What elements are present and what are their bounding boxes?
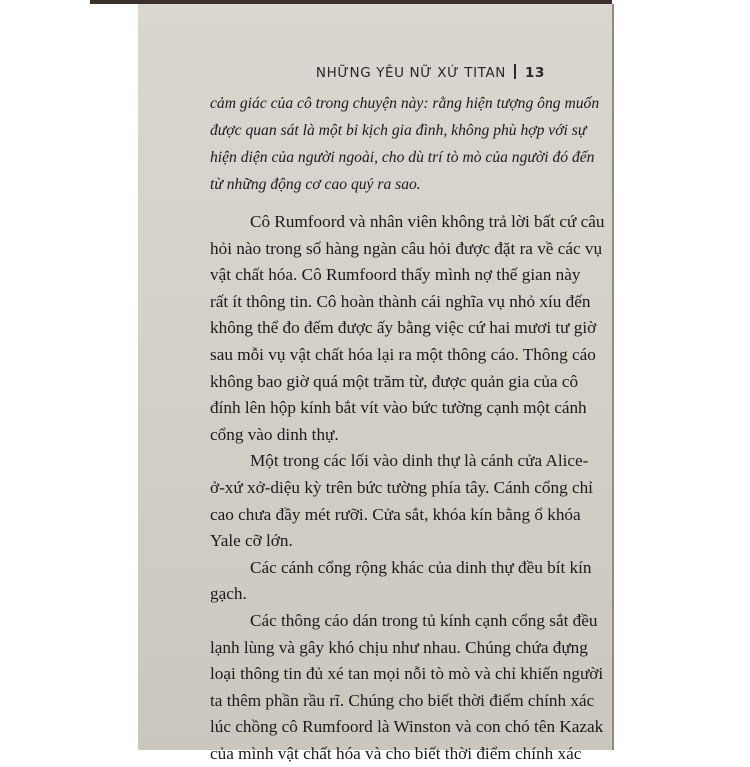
text-line: lạnh lùng và gây khó chịu như nhau. Chúng chứa đựng	[210, 637, 588, 657]
text-line: không thể đo đếm được ấy bằng việc cứ hai mươi tư giờ	[210, 318, 597, 338]
text-line: Yale cỡ lớn.	[210, 531, 293, 551]
header-divider	[514, 64, 516, 79]
paragraph	[210, 209, 605, 448]
text-line: Các cánh cổng rộng khác của dinh thự đều bít kín	[250, 557, 592, 577]
text-line: cổng vào dinh thự.	[210, 424, 339, 444]
text-line: Một trong các lối vào dinh thự là cánh cửa Alice-	[250, 451, 589, 471]
book-title: NHỮNG YÊU NỮ XỨ TITAN	[315, 65, 506, 81]
text-line: của mình vật chất hóa và cho biết thời điểm chính xác	[210, 743, 582, 763]
running-header	[316, 64, 545, 81]
text-line: lúc chồng cô Rumfoord là Winston và con chó tên Kazak	[210, 717, 604, 737]
text-line: không bao giờ quá một trăm từ, được quản gia của cô	[210, 371, 579, 391]
text-line: đính lên hộp kính bắt vít vào bức tường cạnh một cánh	[210, 398, 587, 418]
text-line: gạch.	[210, 584, 247, 604]
text-line: ta thêm phần rầu rĩ. Chúng cho biết thời điểm chính xác	[210, 690, 595, 710]
body-text	[210, 209, 605, 767]
text-line: vật chất hóa. Cô Rumfoord thấy mình nợ thế gian này	[210, 265, 581, 285]
paragraph	[210, 608, 604, 767]
paragraph	[210, 448, 593, 554]
text-line: được quan sát là một bi kịch gia đình, không phù hợp với sự	[210, 122, 587, 139]
text-line: cảm giác của cô trong chuyện này: rằng hiện tượng ông muốn	[210, 95, 600, 112]
book-page	[138, 4, 614, 763]
text-line: ở-xứ xở-diệu kỳ trên bức tường phía tây. Cánh cổng chỉ	[210, 477, 593, 497]
text-line: loại thông tin đủ xé tan mọi nỗi tò mò và chỉ khiến người	[210, 664, 604, 684]
text-line: rất ít thông tin. Cô hoàn thành cái nghĩa vụ nhỏ xíu đến	[210, 291, 591, 311]
italic-quote-paragraph	[210, 90, 600, 198]
text-line: cao chưa đầy mét rưỡi. Cửa sắt, khóa kín bằng ổ khóa	[210, 504, 581, 524]
text-line: hỏi nào trong số hàng ngàn câu hỏi được đặt ra về các vụ	[210, 238, 603, 258]
text-line: Các thông cáo dán trong tủ kính cạnh cổng sắt đều	[250, 610, 598, 630]
text-line: sau mỗi vụ vật chất hóa lại ra một thông cáo. Thông cáo	[210, 344, 596, 364]
text-line: hiện diện của người ngoài, cho dù trí tò mò của người đó đến	[210, 149, 595, 166]
text-line: Cô Rumfoord và nhân viên không trả lời bất cứ câu	[250, 212, 605, 231]
paragraph	[210, 555, 592, 608]
page-number: 13	[525, 65, 545, 81]
text-line: từ những động cơ cao quý ra sao.	[210, 176, 421, 193]
